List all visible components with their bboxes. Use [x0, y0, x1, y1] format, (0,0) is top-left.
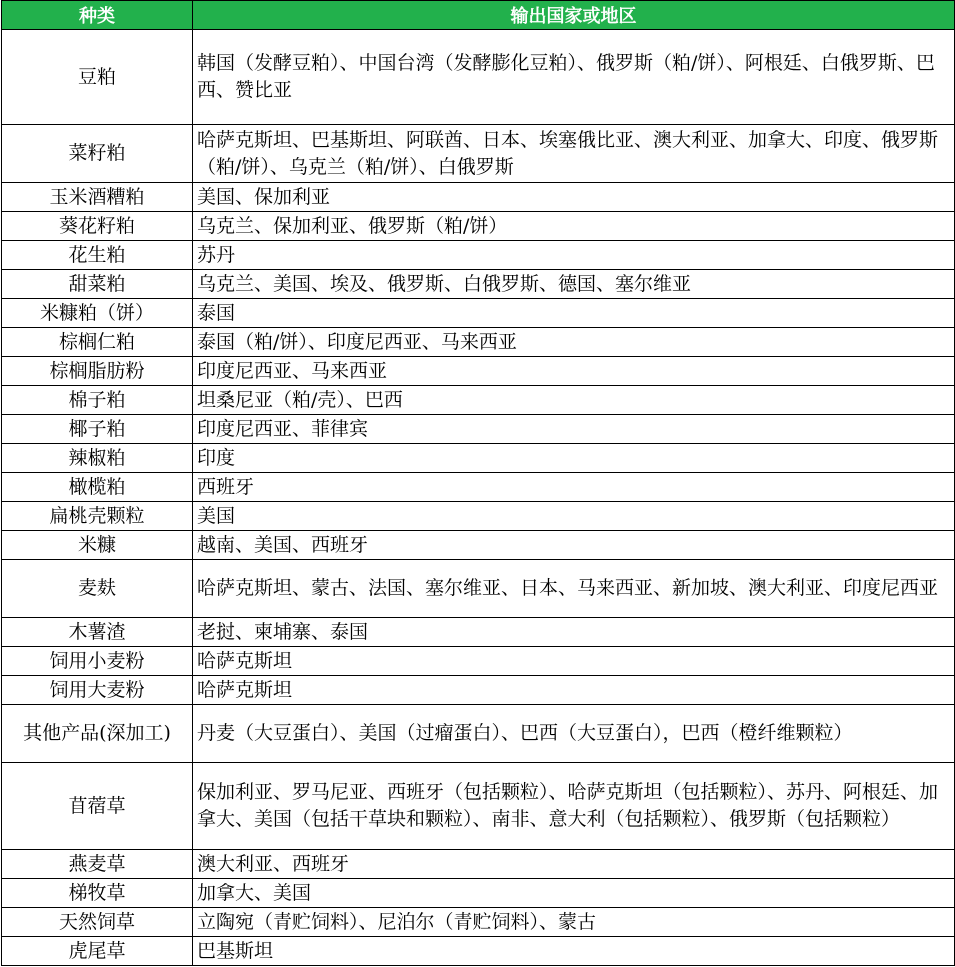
table-row [2, 183, 955, 212]
countries-cell: 印度尼西亚、菲律宾 [193, 415, 955, 444]
category-cell: 橄榄粕 [2, 473, 193, 502]
category-cell: 花生粕 [2, 241, 193, 270]
category-cell: 玉米酒糟粕 [2, 183, 193, 212]
table-row [2, 444, 955, 473]
countries-cell: 泰国 [193, 299, 955, 328]
countries-cell: 印度尼西亚、马来西亚 [193, 357, 955, 386]
table-row [2, 676, 955, 705]
category-cell: 苜蓿草 [2, 763, 193, 850]
countries-cell: 哈萨克斯坦、蒙古、法国、塞尔维亚、日本、马来西亚、新加坡、澳大利亚、印度尼西亚 [193, 560, 955, 618]
header-countries: 输出国家或地区 [193, 1, 955, 30]
countries-cell: 美国、保加利亚 [193, 183, 955, 212]
category-cell: 饲用小麦粉 [2, 647, 193, 676]
table-row [2, 212, 955, 241]
table-row [2, 937, 955, 966]
category-cell: 豆粕 [2, 30, 193, 125]
table-row [2, 30, 955, 125]
category-cell: 甜菜粕 [2, 270, 193, 299]
table-row [2, 850, 955, 879]
countries-cell: 老挝、柬埔寨、泰国 [193, 618, 955, 647]
category-cell: 菜籽粕 [2, 125, 193, 183]
category-cell: 其他产品(深加工) [2, 705, 193, 763]
category-cell: 葵花籽粕 [2, 212, 193, 241]
table-row [2, 531, 955, 560]
countries-cell: 乌克兰、美国、埃及、俄罗斯、白俄罗斯、德国、塞尔维亚 [193, 270, 955, 299]
table-row [2, 502, 955, 531]
category-cell: 燕麦草 [2, 850, 193, 879]
countries-cell: 丹麦（大豆蛋白）、美国（过瘤蛋白）、巴西（大豆蛋白），巴西（橙纤维颗粒） [193, 705, 955, 763]
table-row [2, 270, 955, 299]
category-cell: 米糠 [2, 531, 193, 560]
category-cell: 扁桃壳颗粒 [2, 502, 193, 531]
category-cell: 辣椒粕 [2, 444, 193, 473]
table-row [2, 647, 955, 676]
countries-cell: 哈萨克斯坦 [193, 647, 955, 676]
table-row [2, 328, 955, 357]
countries-cell: 哈萨克斯坦 [193, 676, 955, 705]
countries-cell: 印度 [193, 444, 955, 473]
countries-cell: 保加利亚、罗马尼亚、西班牙（包括颗粒）、哈萨克斯坦（包括颗粒）、苏丹、阿根廷、加拿大、美国（包括干草块和颗粒）、南非、意大利（包括颗粒）、俄罗斯（包括颗粒） [193, 763, 955, 850]
table-row [2, 241, 955, 270]
category-cell: 椰子粕 [2, 415, 193, 444]
category-cell: 饲用大麦粉 [2, 676, 193, 705]
table-row [2, 879, 955, 908]
countries-cell: 韩国（发酵豆粕）、中国台湾（发酵膨化豆粕）、俄罗斯（粕/饼）、阿根廷、白俄罗斯、巴西、赞比亚 [193, 30, 955, 125]
table-row [2, 357, 955, 386]
category-cell: 虎尾草 [2, 937, 193, 966]
table-row [2, 125, 955, 183]
countries-cell: 立陶宛（青贮饲料）、尼泊尔（青贮饲料）、蒙古 [193, 908, 955, 937]
countries-cell: 加拿大、美国 [193, 879, 955, 908]
category-cell: 梯牧草 [2, 879, 193, 908]
table-row [2, 618, 955, 647]
countries-cell: 哈萨克斯坦、巴基斯坦、阿联酋、日本、埃塞俄比亚、澳大利亚、加拿大、印度、俄罗斯（粕/饼）、乌克兰（粕/饼）、白俄罗斯 [193, 125, 955, 183]
category-cell: 木薯渣 [2, 618, 193, 647]
category-cell: 天然饲草 [2, 908, 193, 937]
category-cell: 棕榈脂肪粉 [2, 357, 193, 386]
table-row [2, 560, 955, 618]
countries-cell: 苏丹 [193, 241, 955, 270]
countries-cell: 澳大利亚、西班牙 [193, 850, 955, 879]
table-row [2, 908, 955, 937]
category-cell: 棕榈仁粕 [2, 328, 193, 357]
countries-cell: 乌克兰、保加利亚、俄罗斯（粕/饼） [193, 212, 955, 241]
table-row [2, 299, 955, 328]
countries-cell: 西班牙 [193, 473, 955, 502]
category-cell: 米糠粕（饼） [2, 299, 193, 328]
header-category: 种类 [2, 1, 193, 30]
countries-cell: 美国 [193, 502, 955, 531]
table-row [2, 473, 955, 502]
table-row [2, 705, 955, 763]
countries-cell: 越南、美国、西班牙 [193, 531, 955, 560]
feed-export-table [1, 0, 955, 966]
table-row [2, 386, 955, 415]
countries-cell: 巴基斯坦 [193, 937, 955, 966]
countries-cell: 坦桑尼亚（粕/壳）、巴西 [193, 386, 955, 415]
category-cell: 棉子粕 [2, 386, 193, 415]
table-header-row [2, 1, 955, 30]
table-row [2, 415, 955, 444]
countries-cell: 泰国（粕/饼）、印度尼西亚、马来西亚 [193, 328, 955, 357]
table-row [2, 763, 955, 850]
category-cell: 麦麸 [2, 560, 193, 618]
